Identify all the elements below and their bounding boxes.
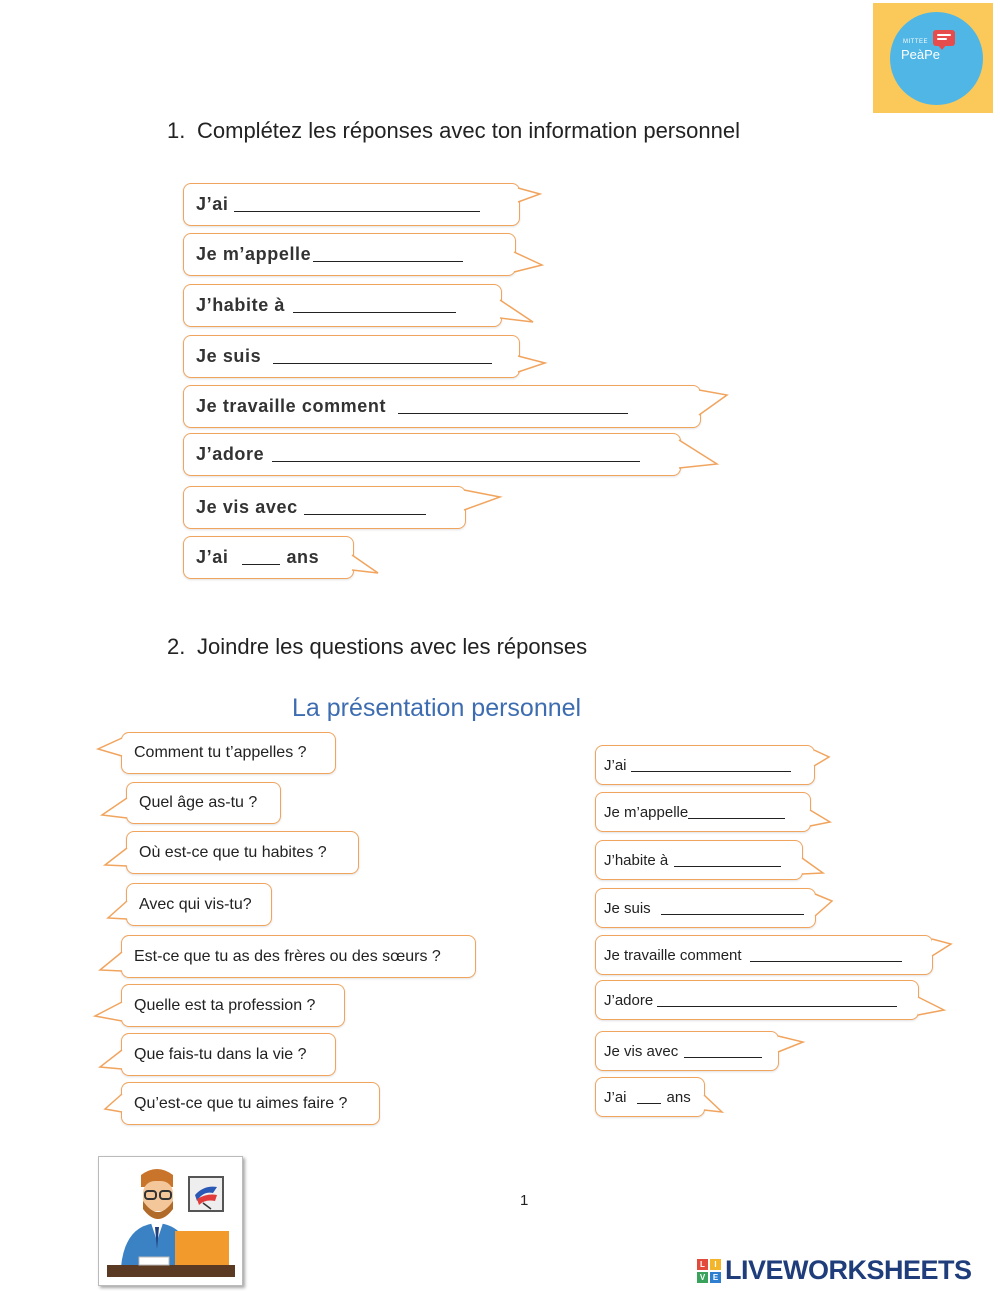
answer-prefix: J’ai [604,756,627,774]
question-text: Quel âge as-tu ? [139,794,258,811]
answer-prefix: Je m’appelle [604,803,689,821]
bubble-prefix: Je m’appelle [196,244,312,264]
logo-square: V [697,1272,708,1283]
logo-square: E [710,1272,721,1283]
question-text: Où est-ce que tu habites ? [139,843,327,861]
logo-small-text: MITTEE [903,39,928,45]
answer-prefix: J’adore [604,991,654,1009]
answer-prefix: J’habite à [604,851,669,869]
answer-prefix: J’ai [604,1088,627,1106]
teacher-illustration [98,1156,243,1286]
bubble-prefix: J’ai [196,194,229,214]
question-text: Que fais-tu dans la vie ? [134,1045,307,1063]
question-text: Avec qui vis-tu? [139,895,252,913]
bubble-prefix: J’ai [196,547,229,567]
bubble-suffix: ans [286,547,320,567]
answer-suffix: ans [666,1088,691,1106]
bubble-prefix: J’habite à [196,295,286,315]
question-text: Qu’est-ce que tu aimes faire ? [134,1094,348,1112]
liveworksheets-squares-icon [697,1259,721,1283]
bubble-prefix: J’adore [196,444,265,464]
question-text: Est-ce que tu as des frères ou des sœurs ? [134,947,441,965]
exercise-2-title-text: Joindre les questions avec les réponses [197,634,588,659]
liveworksheets-brand-text: LIVEWORKSHEETS [725,1255,972,1285]
question-text: Comment tu t’appelles ? [134,744,307,761]
liveworksheets-logo [697,1255,972,1286]
bubble-prefix: Je travaille comment [196,396,387,416]
section-subtitle: La présentation personnel [292,694,582,722]
page-number: 1 [520,1192,529,1209]
logo-brand-text: PeàPe [901,47,941,62]
bubble-prefix: Je vis avec [196,497,298,517]
logo-square: L [697,1259,708,1270]
bubble-prefix: Je suis [196,346,262,366]
logo-square: I [710,1259,721,1270]
question-text: Quelle est ta profession ? [134,996,316,1014]
answer-prefix: Je vis avec [604,1042,679,1060]
teacher-drawing [99,1157,242,1285]
exercise-1-number: 1. [167,118,186,143]
answer-prefix: Je travaille comment [604,946,742,964]
answer-prefix: Je suis [604,899,651,917]
exercise-2-number: 2. [167,634,186,659]
exercise-1-title-text: Complétez les réponses avec ton information personnel [197,118,740,143]
